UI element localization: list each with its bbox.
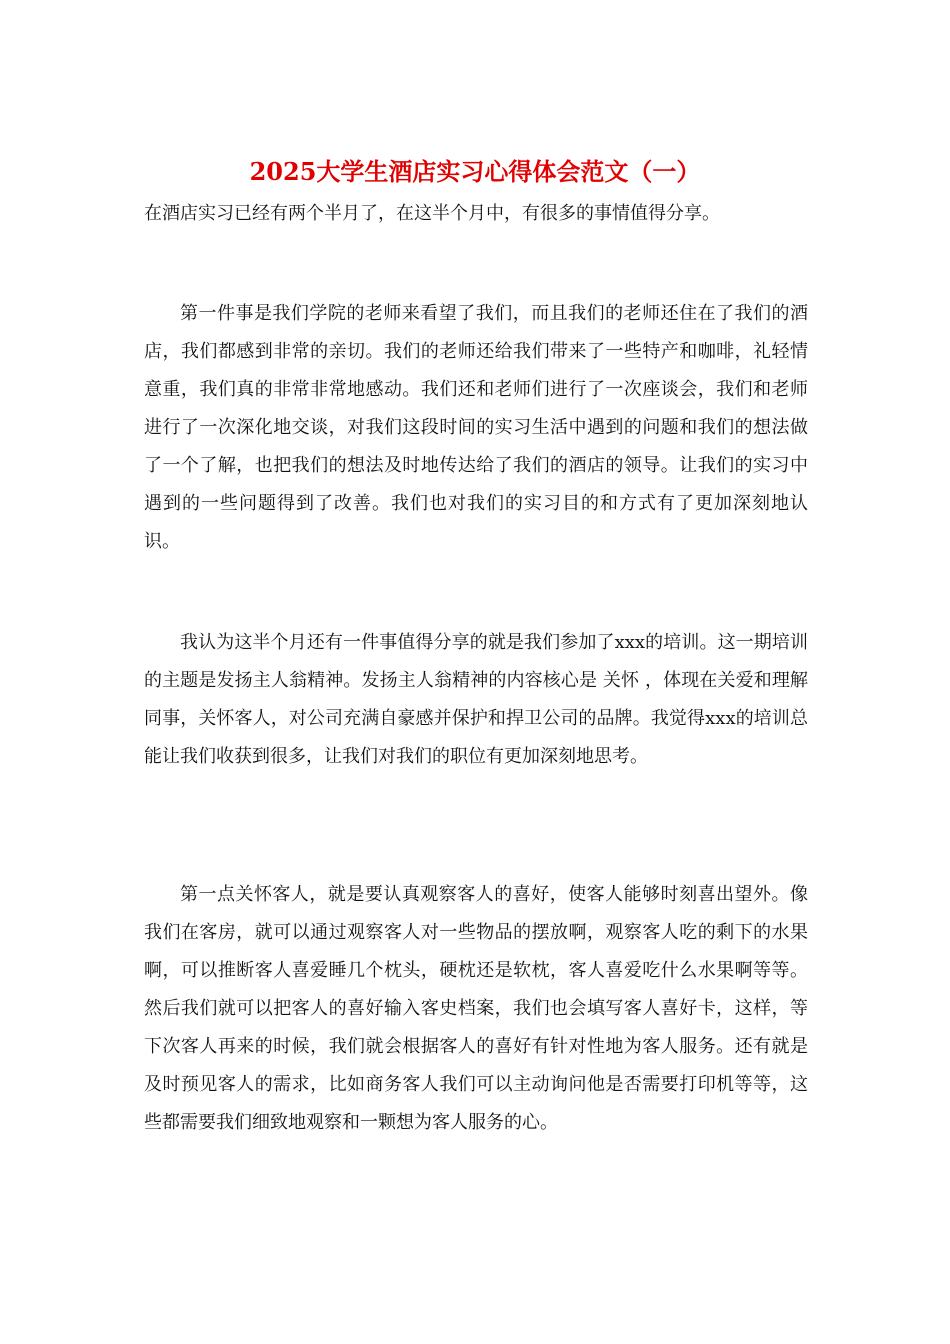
document-title: 2025大学生酒店实习心得体会范文（一） (249, 157, 701, 186)
body-paragraph-3: 第一点关怀客人，就是要认真观察客人的喜好，使客人能够时刻喜出望外。像我们在客房，就可以通过观察客人对一些物品的摆放啊，观察客人吃的剩下的水果啊，可以推断客人喜爱睡几个枕头，硬枕还是软枕，客人喜爱吃什么水果啊等等。然后我们就可以把客人的喜好输入客史档案，我们也会填写客人喜好卡，这样，等下次客人再来的时候，我们就会根据客人的喜好有针对性地为客人服务。还有就是及时预见客人的需求，比如商务客人我们可以主动询问他是否需要打印机等等，这些都需要我们细致地观察和一颗想为客人服务的心。 (144, 884, 808, 1133)
body-paragraph-2: 我认为这半个月还有一件事值得分享的就是我们参加了xxx的培训。这一期培训的主题是发扬主人翁精神。发扬主人翁精神的内容核心是 关怀 ，体现在关爱和理解同事，关怀客人，对公司充满自豪感并保护和捍卫公司的品牌。我觉得xxx的培训总能让我们收获到很多，让我们对我们的职位有更加深刻地思考。 (144, 632, 808, 767)
body-paragraph-1: 第一件事是我们学院的老师来看望了我们，而且我们的老师还住在了我们的酒店，我们都感到非常的亲切。我们的老师还给我们带来了一些特产和咖啡，礼轻情意重，我们真的非常非常地感动。我们还和老师们进行了一次座谈会，我们和老师进行了一次深化地交谈，对我们这段时间的实习生活中遇到的问题和我们的想法做了一个了解，也把我们的想法及时地传达给了我们的酒店的领导。让我们的实习中遇到的一些问题得到了改善。我们也对我们的实习目的和方式有了更加深刻地认识。 (144, 303, 808, 552)
intro-paragraph: 在酒店实习已经有两个半月了，在这半个月中，有很多的事情值得分享。 (144, 203, 720, 224)
